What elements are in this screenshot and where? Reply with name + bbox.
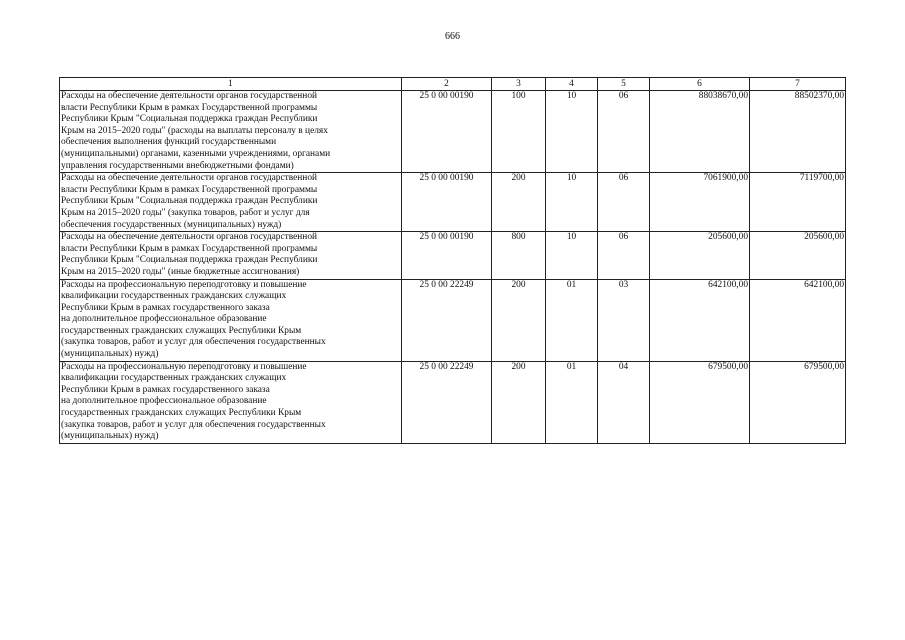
amount-column-7: 642100,00 xyxy=(750,279,846,361)
section-code: 10 xyxy=(546,232,598,279)
amount-column-7: 7119700,00 xyxy=(750,173,846,232)
row-description: Расходы на обеспечение деятельности органов государственной власти Республики Крым в рамках Государственной программы Республики Крым "Социальная поддержка граждан Республики Крым на 2015–2020 годы" (закупка товаров, работ и услуг для обеспечения государственных (муниципальных) нужд) xyxy=(60,173,402,232)
page-number: 666 xyxy=(445,31,460,42)
amount-column-6: 642100,00 xyxy=(650,279,750,361)
table-row xyxy=(60,91,846,173)
section-code: 10 xyxy=(546,91,598,173)
expense-type-code: 200 xyxy=(492,361,546,443)
amount-column-6: 88038670,00 xyxy=(650,91,750,173)
column-header-5: 5 xyxy=(598,78,650,91)
subsection-code: 06 xyxy=(598,232,650,279)
section-code: 10 xyxy=(546,173,598,232)
target-article-code: 25 0 00 00190 xyxy=(402,91,492,173)
table-row xyxy=(60,232,846,279)
amount-column-6: 205600,00 xyxy=(650,232,750,279)
row-description: Расходы на обеспечение деятельности органов государственной власти Республики Крым в рамках Государственной программы Республики Крым "Социальная поддержка граждан Республики Крым на 2015–2020 годы" (расходы на выплаты персоналу в целях обеспечения выполнения функций государственными (муниципальными) органами, казенными учреждениями, органами управления государственными внебюджетными фондами) xyxy=(60,91,402,173)
budget-table xyxy=(59,77,846,444)
amount-column-7: 679500,00 xyxy=(750,361,846,443)
column-header-3: 3 xyxy=(492,78,546,91)
amount-column-7: 88502370,00 xyxy=(750,91,846,173)
expense-type-code: 100 xyxy=(492,91,546,173)
table-row xyxy=(60,173,846,232)
target-article-code: 25 0 00 22249 xyxy=(402,279,492,361)
target-article-code: 25 0 00 00190 xyxy=(402,232,492,279)
subsection-code: 06 xyxy=(598,91,650,173)
amount-column-6: 7061900,00 xyxy=(650,173,750,232)
table-row xyxy=(60,279,846,361)
column-header-4: 4 xyxy=(546,78,598,91)
column-header-7: 7 xyxy=(750,78,846,91)
expense-type-code: 800 xyxy=(492,232,546,279)
row-description: Расходы на профессиональную переподготовку и повышение квалификации государственных гражданских служащих Республики Крым в рамках государственного заказа на дополнительное профессиональное образование государственных гражданских служащих Республики Крым (закупка товаров, работ и услуг для обеспечения государственных (муниципальных) нужд) xyxy=(60,279,402,361)
row-description: Расходы на профессиональную переподготовку и повышение квалификации государственных гражданских служащих Республики Крым в рамках государственного заказа на дополнительное профессиональное образование государственных гражданских служащих Республики Крым (закупка товаров, работ и услуг для обеспечения государственных (муниципальных) нужд) xyxy=(60,361,402,443)
target-article-code: 25 0 00 22249 xyxy=(402,361,492,443)
expense-type-code: 200 xyxy=(492,173,546,232)
amount-column-6: 679500,00 xyxy=(650,361,750,443)
section-code: 01 xyxy=(546,279,598,361)
subsection-code: 06 xyxy=(598,173,650,232)
amount-column-7: 205600,00 xyxy=(750,232,846,279)
column-header-6: 6 xyxy=(650,78,750,91)
expense-type-code: 200 xyxy=(492,279,546,361)
table-row xyxy=(60,361,846,443)
section-code: 01 xyxy=(546,361,598,443)
header-row xyxy=(60,78,846,91)
row-description: Расходы на обеспечение деятельности органов государственной власти Республики Крым в рамках Государственной программы Республики Крым "Социальная поддержка граждан Республики Крым на 2015–2020 годы" (иные бюджетные ассигнования) xyxy=(60,232,402,279)
subsection-code: 03 xyxy=(598,279,650,361)
column-header-1: 1 xyxy=(60,78,402,91)
column-header-2: 2 xyxy=(402,78,492,91)
target-article-code: 25 0 00 00190 xyxy=(402,173,492,232)
subsection-code: 04 xyxy=(598,361,650,443)
